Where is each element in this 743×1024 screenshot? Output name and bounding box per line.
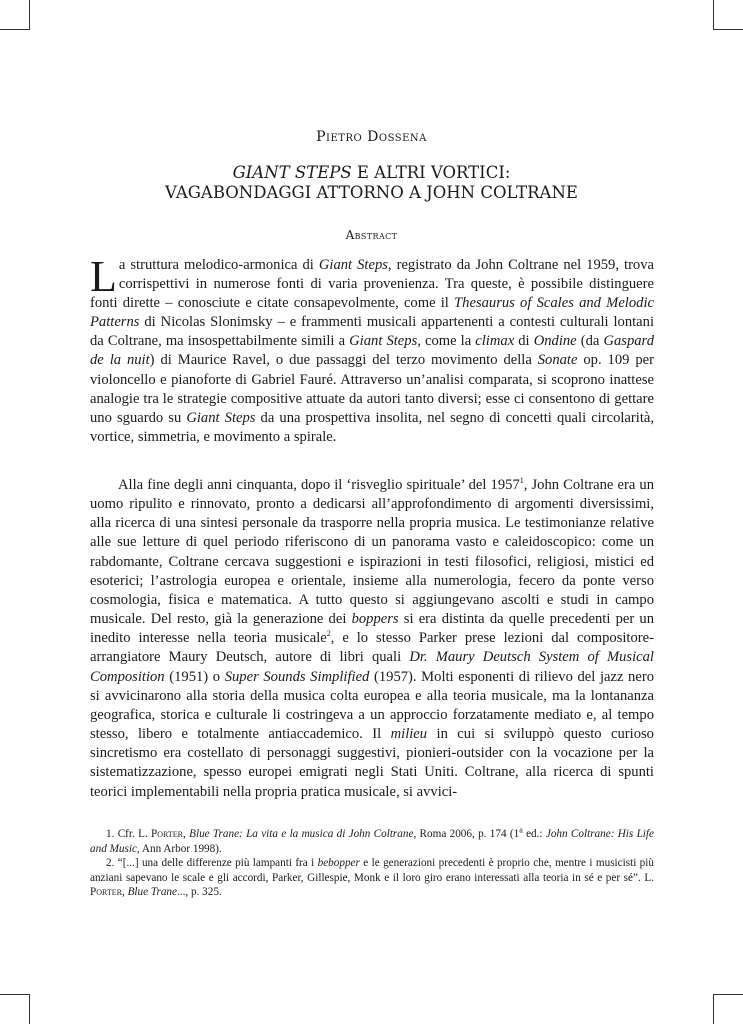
footnote-italic: bebopper	[317, 857, 360, 869]
footnote-text: , Ann Arbor 1998).	[136, 842, 222, 855]
footnote-text: ,	[121, 886, 128, 898]
abstract-italic: Giant Steps	[318, 257, 388, 273]
footnote-sup: a	[519, 825, 523, 835]
footnote-text: ,	[183, 828, 190, 840]
abstract-text: di Nicolas Slonimsky – e frammenti musicali appartenenti a contesti culturali lontani da Coltrane, ma insospettabilmente simili a	[90, 314, 654, 350]
crop-mark-top-left	[29, 0, 30, 30]
abstract-italic: Giant Steps	[349, 333, 418, 350]
abstract-text: a struttura melodico-armonica di	[118, 257, 319, 273]
abstract-heading: Abstract	[345, 228, 398, 242]
crop-mark-bottom-right-h	[713, 994, 743, 995]
body-paragraph	[90, 476, 654, 802]
footnote-text: ed.:	[522, 828, 546, 840]
body-italic: Dr. Maury Deutsch System of Musical Composition	[90, 649, 654, 685]
footnote-author: Porter	[151, 828, 184, 840]
body-italic: milieu	[390, 726, 428, 743]
abstract-text: di	[514, 333, 534, 350]
abstract-italic: Ondine	[533, 333, 577, 350]
body-span: (1951) o	[164, 668, 225, 685]
abstract-italic: Gaspard de la nuit	[90, 333, 654, 369]
footnote-text: 1. Cfr. L.	[106, 828, 152, 840]
title-line-1-rest: E ALTRI VORTICI:	[351, 163, 511, 182]
abstract-text: ) di Maurice Ravel, o due passaggi del terzo movimento della	[149, 352, 538, 369]
footnote-1	[90, 827, 654, 856]
footnotes	[90, 827, 654, 900]
body-span: in cui si sviluppò questo curioso sincretismo era costellato di personaggi suggestivi, pionieri-outsider con la vocazione per la sistematizzazione, spesso europei emigrati negli Stati Uniti. Coltrane, alla ricerca di spunti teorici implementabili nella propria pratica musicale, si avvici-	[90, 726, 654, 800]
abstract-text: , come la	[417, 333, 476, 350]
author-name: Pietro Dossena	[316, 129, 427, 145]
title-line-1	[0, 163, 743, 183]
body-span: Alla fine degli anni cinquanta, dopo il ‘risveglio spirituale’ del 1957	[118, 477, 520, 493]
footnote-text: ..., p. 325.	[176, 886, 222, 898]
footnote-2	[90, 856, 654, 900]
footnote-title: Blue Trane: La vita e la musica di John Coltrane	[189, 828, 414, 840]
abstract-italic: Thesaurus of Scales and Melodic Patterns	[90, 295, 654, 331]
abstract-text: (da	[576, 333, 604, 350]
body-span: , e lo stesso Parker prese lezioni dal compositore-arrangiatore Maury Deutsch, autore di libri quali	[90, 630, 654, 666]
abstract	[90, 252, 655, 447]
abstract-text: , registrato da John Coltrane nel 1959, trova corrispettivi in numerose fonti di varia provenienza. Tra queste, è possibile distinguere fonti dirette – conosciute e citate consapevolmente, come il	[90, 257, 655, 312]
title-line-2: VAGABONDAGGI ATTORNO A JOHN COLTRANE	[165, 183, 578, 202]
crop-mark-bottom-left	[29, 994, 30, 1024]
footnote-title: Blue Trane	[127, 886, 177, 898]
footnote-text: 2. “[...] una delle differenze più lampanti fra i	[106, 857, 318, 869]
body-italic: boppers	[351, 611, 399, 628]
drop-cap: L	[90, 252, 117, 301]
footnote-ref-1[interactable]: 1	[519, 476, 524, 486]
abstract-text: da una prospettiva insolita, nel segno di concetti quali circolarità, vortice, simmetria, e movimento a spirale.	[90, 409, 654, 445]
article-title	[0, 163, 743, 203]
body-span: (1957). Molti esponenti di rilievo del jazz nero si avvicinarono alla storia della musica colta europea e alla teoria musicale, ma la lontananza geografica, storica e culturale li costringeva a un approccio forzatamente mediato e, al tempo stesso, libero e totalmente antiaccademico. Il	[90, 668, 654, 743]
crop-mark-bottom-right	[713, 994, 714, 1024]
footnote-ref-2[interactable]: 2	[326, 629, 331, 639]
abstract-italic: Giant Steps	[186, 409, 256, 426]
footnote-title: John Coltrane: His Life and Music	[90, 828, 654, 855]
body-span: , John Coltrane era un uomo ripulito e rinnovato, pronto a dedicarsi all’approfondimento di argomenti diversissimi, alla ricerca di una sintesi personale da trasporre nella propria musica. Le testimonianze relative alle sue letture di quel periodo riferiscono di un panorama vasto e caleidoscopico: come un rabdomante, Coltrane cercava suggestioni e ispirazioni in testi filosofici, religiosi, mistici ed esoterici; l’astrologia europea e orientale, insieme alla numerologia, fecero da ponte verso cosmologia, fisica e matematica. A tutto questo si aggiungevano ascolti e studi in campo musicale. Del resto, già la generazione dei	[90, 477, 654, 628]
crop-mark-bottom-left-h	[0, 994, 30, 995]
crop-mark-top-left-h	[0, 29, 30, 30]
abstract-italic: climax	[475, 333, 515, 350]
footnote-text: e le generazioni precedenti è proprio che, mentre i musicisti più anziani sapevano le scale e gli accordi, Parker, Gillespie, Monk e il loro giro erano interessati alla teoria in sé e per sé”. L.	[90, 857, 654, 884]
abstract-text: op. 109 per violoncello e pianoforte di Gabriel Fauré. Attraverso un’analisi comparata, si scoprono inattese analogie tra le strategie compositive attuate da autori tanto diversi; esse ci consentono di gettare uno sguardo su	[90, 352, 654, 426]
body-span: si era distinta da quelle precedenti per un inedito interesse nella teoria musicale	[90, 611, 654, 647]
footnote-author: Porter	[90, 886, 122, 898]
abstract-paragraph	[90, 252, 655, 447]
title-italic: GIANT STEPS	[232, 163, 352, 182]
body-italic: Super Sounds Simplified	[224, 668, 370, 685]
body-text	[90, 476, 654, 802]
crop-mark-top-right	[713, 0, 714, 30]
crop-mark-top-right-h	[713, 29, 743, 30]
footnote-text: , Roma 2006, p. 174 (1	[413, 828, 520, 840]
abstract-italic: Sonate	[537, 352, 578, 369]
